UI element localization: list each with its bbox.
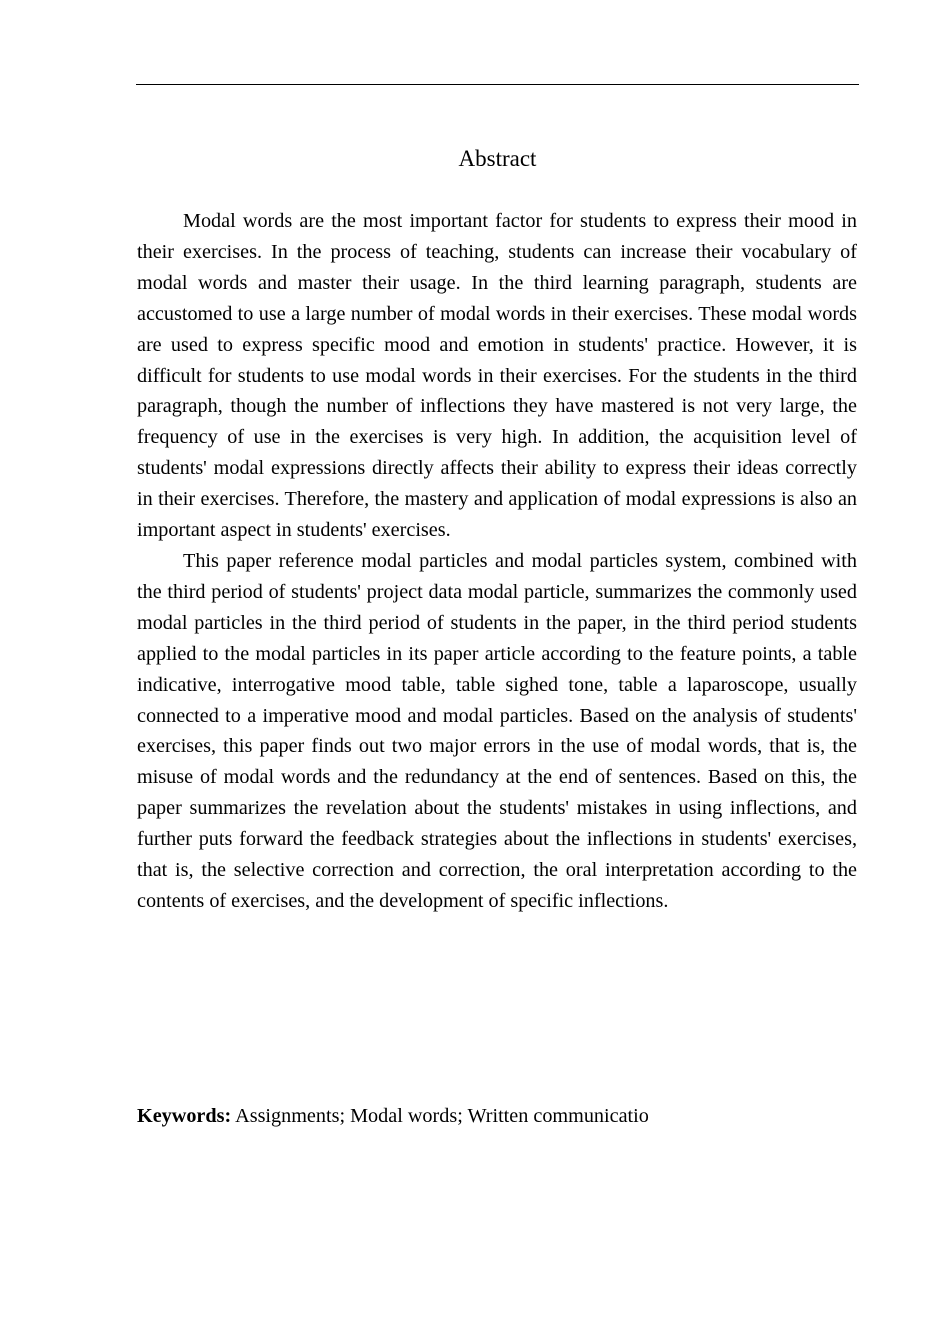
header-rule xyxy=(136,84,859,85)
keywords-label: Keywords: xyxy=(137,1105,232,1127)
keywords-value: Assignments; Modal words; Written communicatio xyxy=(231,1105,649,1127)
abstract-body xyxy=(137,206,857,917)
abstract-paragraph-1: Modal words are the most important factor for students to express their mood in their exercises. In the process of teaching, students can increase their vocabulary of modal words and master their usage. In the third learning paragraph, students are accustomed to use a large number of modal words in their exercises. These modal words are used to express specific mood and emotion in students' practice. However, it is difficult for students to use modal words in their exercises. For the students in the third paragraph, though the number of inflections they have mastered is not very large, the frequency of use in the exercises is very high. In addition, the acquisition level of students' modal expressions directly affects their ability to express their ideas correctly in their exercises. Therefore, the mastery and application of modal expressions is also an important aspect in students' exercises. xyxy=(137,210,857,542)
abstract-paragraph-2: This paper reference modal particles and modal particles system, combined with the third period of students' project data modal particle, summarizes the commonly used modal particles in the third period of students in the paper, in the third period students applied to the modal particles in its paper article according to the feature points, a table indicative, interrogative mood table, table sighed tone, table a laparoscope, usually connected to a imperative mood and modal particles. Based on the analysis of students' exercises, this paper finds out two major errors in the use of modal words, that is, the misuse of modal words and the redundancy at the end of sentences. Based on this, the paper summarizes the revelation about the students' mistakes in using inflections, and further puts forward the feedback strategies about the inflections in students' exercises, that is, the selective correction and correction, the oral interpretation according to the contents of exercises, and the development of specific inflections. xyxy=(137,549,857,912)
keywords-line xyxy=(137,1101,649,1131)
page-title: Abstract xyxy=(458,146,537,171)
